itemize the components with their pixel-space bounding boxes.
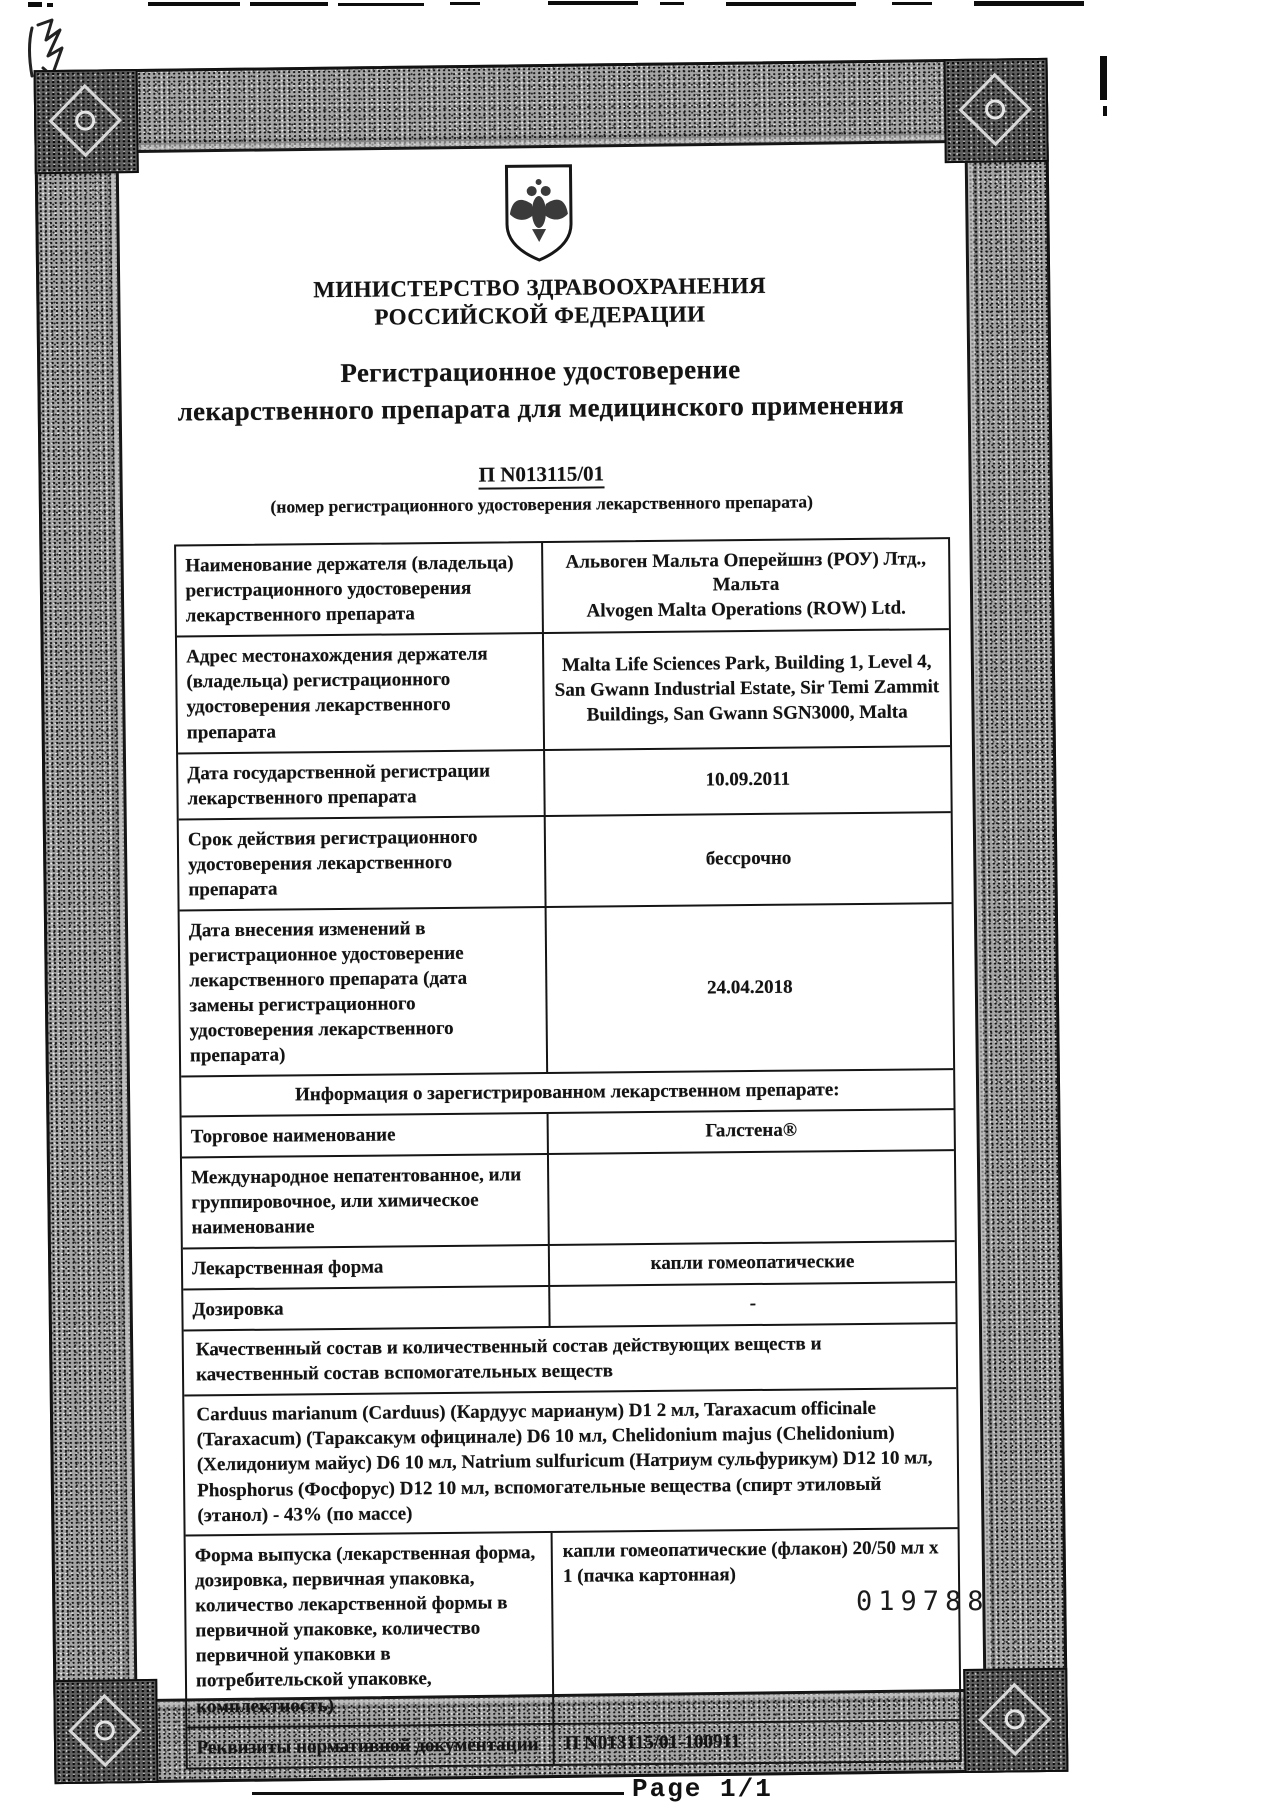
scan-artifact xyxy=(726,2,856,6)
serial-number: 019788 xyxy=(856,1586,990,1617)
scan-artifact xyxy=(148,2,240,6)
table-row-validity xyxy=(179,811,952,910)
table-row-amendment-date xyxy=(180,902,954,1076)
scan-artifact xyxy=(47,3,53,7)
row-label: Форма выпуска (лекарственная форма, дозировка, первичная упаковка, количество лекарственной формы в первичной упаковке, количество первичной упаковки в потребительской упаковке, комплектность) xyxy=(186,1533,555,1726)
russia-coat-of-arms-icon xyxy=(498,162,579,267)
table-row-release-form xyxy=(186,1527,960,1726)
holder-name-ru: Альвоген Мальта Оперейшнз (РОУ) Лтд., Мальта xyxy=(565,547,927,596)
row-value: П N013115/01-100911 xyxy=(564,1730,741,1754)
scan-artifact xyxy=(28,2,42,7)
table-row-holder-name xyxy=(176,539,949,636)
title-line1: Регистрационное удостоверение xyxy=(340,354,741,389)
registration-number: П N013115/01 xyxy=(123,458,959,491)
row-value: Malta Life Sciences Park, Building 1, Level 4, San Gwann Industrial Estate, Sir Temi Zammit Buildings, San Gwann SGN3000, Malta xyxy=(554,651,940,726)
table-row-composition-header xyxy=(184,1322,957,1394)
section-header: Информация о зарегистрированном лекарственном препарате: xyxy=(294,1079,840,1106)
certificate-content xyxy=(120,134,972,1770)
row-value: бессрочно xyxy=(705,847,792,870)
scan-artifact xyxy=(338,3,424,6)
border-corner-ornament xyxy=(963,1668,1068,1773)
scan-artifact xyxy=(1103,106,1107,116)
row-value: 24.04.2018 xyxy=(707,976,793,999)
row-label: Лекарственная форма xyxy=(183,1246,550,1289)
scan-artifact xyxy=(450,2,480,5)
row-label: Адрес местонахождения держателя (владельца) регистрационного удостоверения лекарственного препарата xyxy=(177,634,545,752)
border-corner-ornament xyxy=(943,58,1048,163)
row-value: Галстена® xyxy=(705,1119,798,1142)
row-label: Дозировка xyxy=(183,1287,550,1330)
row-value: капли гомеопатические xyxy=(650,1251,855,1275)
row-label: Наименование держателя (владельца) регистрационного удостоверения лекарственного препарата xyxy=(176,543,544,636)
composition-header: Качественный состав и количественный состав действующих веществ и качественный состав вспомогательных веществ xyxy=(195,1333,822,1386)
composition-text: Carduus marianum (Carduus) (Кардуус марианум) D1 2 мл, Taraxacum officinale (Taraxacum) (Тараксакум официнале) D6 10 мл, Chelidonium majus (Chelidonium) (Хелидониум майус) D6 10 мл, Natrium sulfuricum (Натриум сульфурикум) D12 10 мл, Phosphorus (Фосфорус) D12 10 мл, вспомогательные вещества (спирт этиловый (этанол) - 43% (по массе) xyxy=(196,1397,933,1527)
table-row-normative-docs xyxy=(187,1719,959,1767)
row-value xyxy=(549,1151,955,1244)
table-row-inn xyxy=(182,1149,955,1248)
scan-artifact xyxy=(548,1,638,5)
row-value: - xyxy=(749,1293,757,1315)
ministry-line2: РОССИЙСКОЙ ФЕДЕРАЦИИ xyxy=(374,301,706,330)
table-row-holder-address xyxy=(177,628,950,752)
table-row-composition xyxy=(184,1387,957,1535)
holder-name-en: Alvogen Malta Operations (ROW) Ltd. xyxy=(586,597,906,622)
row-label: Международное непатентованное, или группировочное, или химическое наименование xyxy=(182,1155,550,1248)
row-value xyxy=(543,539,949,632)
certificate-table xyxy=(174,537,962,1769)
ministry-name xyxy=(122,270,958,333)
table-row-dosage-form xyxy=(183,1240,955,1288)
registration-number-caption: (номер регистрационного удостоверения лекарственного препарата) xyxy=(270,491,814,517)
scan-artifact xyxy=(892,2,932,5)
row-value: капли гомеопатические (флакон) 20/50 мл х 1 (пачка картонная) xyxy=(562,1537,939,1587)
row-label: Реквизиты нормативной документации xyxy=(187,1725,554,1768)
footer-underscore-line xyxy=(252,1792,624,1795)
scan-artifact xyxy=(660,2,684,5)
scan-artifact xyxy=(250,2,328,6)
row-label: Дата государственной регистрации лекарственного препарата xyxy=(178,751,546,819)
row-label: Дата внесения изменений в регистрационное удостоверение лекарственного препарата (дата замены регистрационного удостоверения лекарственного препарата) xyxy=(180,908,549,1076)
table-row-trade-name xyxy=(182,1108,954,1156)
ministry-line1: МИНИСТЕРСТВО ЗДРАВООХРАНЕНИЯ xyxy=(313,272,767,303)
title-line2: лекарственного препарата для медицинского применения xyxy=(177,389,905,427)
row-value: 10.09.2011 xyxy=(705,768,791,791)
document-title xyxy=(122,349,959,430)
row-label: Торговое наименование xyxy=(182,1114,549,1157)
row-label: Срок действия регистрационного удостоверения лекарственного препарата xyxy=(179,817,547,910)
scan-artifact xyxy=(974,1,1084,6)
table-row-dosage xyxy=(183,1281,955,1329)
page-number-label: Page 1/1 xyxy=(632,1774,773,1804)
table-row-registration-date xyxy=(178,745,951,819)
scan-artifact xyxy=(1100,56,1107,100)
table-row-info-header xyxy=(181,1069,953,1116)
